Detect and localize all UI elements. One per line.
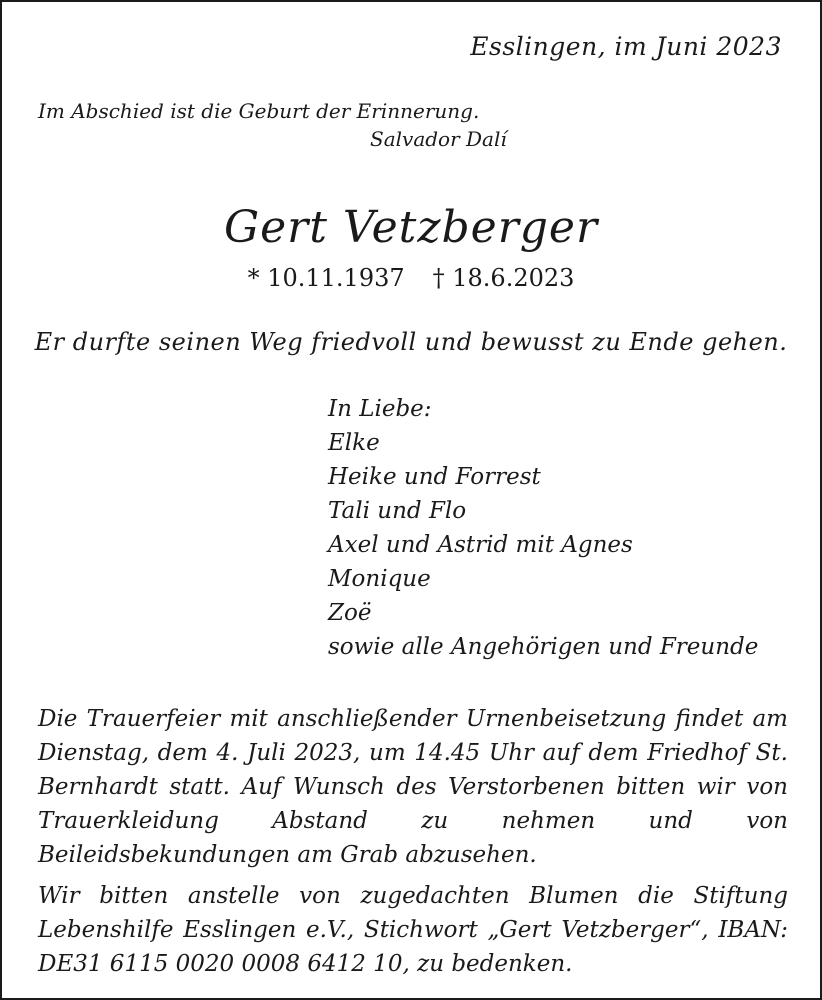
mourner-name: Heike und Forrest xyxy=(328,464,541,490)
funeral-notice: Die Trauerfeier mit anschließender Urnenbeisetzung findet am Dienstag, dem 4. Juli 2023, um 14.45 Uhr auf dem Friedhof St. Bernhardt statt. Auf Wunsch des Verstorbenen bitten wir von Trauerkleidung Abstand zu nehmen und von Beileidsbekundungen am Grab abzusehen. xyxy=(38,706,788,868)
mourners-list xyxy=(328,392,758,664)
life-dates xyxy=(2,264,820,292)
quote-text: Im Abschied ist die Geburt der Erinnerung. xyxy=(38,99,480,123)
mourner-name: Axel und Astrid mit Agnes xyxy=(328,532,633,558)
deceased-name: Gert Vetzberger xyxy=(223,202,598,253)
mourner-name: sowie alle Angehörigen und Freunde xyxy=(328,634,759,660)
mourner-name: Zoë xyxy=(328,600,372,626)
mourner-name: Tali und Flo xyxy=(328,498,467,524)
mourner-name: Monique xyxy=(328,566,431,592)
death-date: † 18.6.2023 xyxy=(432,264,575,292)
quote-author: Salvador Dalí xyxy=(370,127,507,151)
donation-notice: Wir bitten anstelle von zugedachten Blumen die Stiftung Lebenshilfe Esslingen e.V., Stichwort „Gert Vetzberger“, IBAN: DE31 6115 0020 0008 6412 10, zu bedenken. xyxy=(38,883,788,977)
quote-block xyxy=(38,97,507,153)
birth-date: * 10.11.1937 xyxy=(247,264,405,292)
place-and-date: Esslingen, im Juni 2023 xyxy=(470,32,782,61)
mourners-intro: In Liebe: xyxy=(328,396,432,422)
mourner-name: Elke xyxy=(328,430,380,456)
motto-line: Er durfte seinen Weg friedvoll und bewusst zu Ende gehen. xyxy=(34,328,788,356)
